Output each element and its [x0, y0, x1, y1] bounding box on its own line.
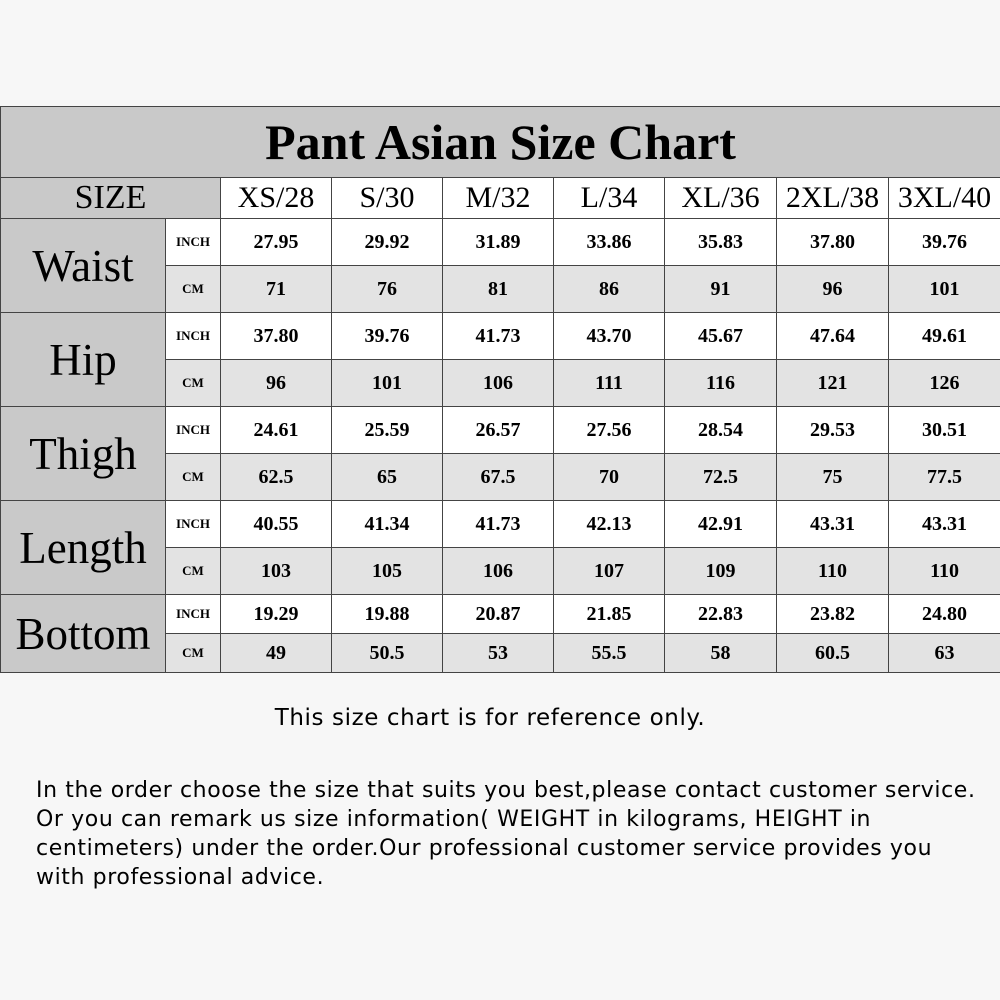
unit-label: CM — [166, 266, 221, 313]
measurement-value: 49 — [221, 634, 332, 673]
size-header-cell: S/30 — [332, 178, 443, 219]
measurement-row — [1, 313, 1000, 360]
measurement-value: 121 — [777, 360, 889, 407]
measurement-value: 58 — [665, 634, 777, 673]
measurement-value: 26.57 — [443, 407, 554, 454]
measurement-name: Waist — [1, 219, 166, 313]
measurement-value: 63 — [889, 634, 1000, 673]
measurement-row — [1, 595, 1000, 634]
measurement-value: 29.53 — [777, 407, 889, 454]
measurement-value: 70 — [554, 454, 665, 501]
size-chart-table — [0, 106, 1000, 673]
size-header-cell: L/34 — [554, 178, 665, 219]
measurement-value: 28.54 — [665, 407, 777, 454]
measurement-value: 43.31 — [777, 501, 889, 548]
measurement-value: 42.13 — [554, 501, 665, 548]
measurement-value: 29.92 — [332, 219, 443, 266]
measurement-value: 53 — [443, 634, 554, 673]
size-header-cell: 2XL/38 — [777, 178, 889, 219]
order-advice: In the order choose the size that suits you best,please contact customer service. Or you can remark us size information( WEIGHT in kilograms, HEIGHT in centimeters) under the order.Our professional customer service provides you with professional advice. — [36, 778, 976, 890]
measurement-value: 20.87 — [443, 595, 554, 634]
measurement-value: 22.83 — [665, 595, 777, 634]
measurement-value: 35.83 — [665, 219, 777, 266]
measurement-value: 101 — [889, 266, 1000, 313]
measurement-value: 41.34 — [332, 501, 443, 548]
measurement-value: 96 — [221, 360, 332, 407]
measurement-value: 39.76 — [332, 313, 443, 360]
measurement-value: 24.80 — [889, 595, 1000, 634]
measurement-value: 27.56 — [554, 407, 665, 454]
measurement-name: Thigh — [1, 407, 166, 501]
measurement-value: 19.29 — [221, 595, 332, 634]
measurement-value: 27.95 — [221, 219, 332, 266]
measurement-value: 23.82 — [777, 595, 889, 634]
measurement-value: 101 — [332, 360, 443, 407]
unit-label: INCH — [166, 313, 221, 360]
measurement-value: 19.88 — [332, 595, 443, 634]
measurement-value: 103 — [221, 548, 332, 595]
size-header-cell: 3XL/40 — [889, 178, 1000, 219]
measurement-value: 105 — [332, 548, 443, 595]
measurement-value: 45.67 — [665, 313, 777, 360]
measurement-value: 109 — [665, 548, 777, 595]
measurement-value: 49.61 — [889, 313, 1000, 360]
measurement-value: 43.70 — [554, 313, 665, 360]
measurement-value: 65 — [332, 454, 443, 501]
measurement-value: 39.76 — [889, 219, 1000, 266]
measurement-value: 25.59 — [332, 407, 443, 454]
unit-label: INCH — [166, 595, 221, 634]
measurement-value: 43.31 — [889, 501, 1000, 548]
measurement-value: 110 — [889, 548, 1000, 595]
measurement-value: 21.85 — [554, 595, 665, 634]
measurement-value: 111 — [554, 360, 665, 407]
measurement-value: 40.55 — [221, 501, 332, 548]
measurement-value: 50.5 — [332, 634, 443, 673]
measurement-value: 72.5 — [665, 454, 777, 501]
measurement-value: 86 — [554, 266, 665, 313]
measurement-row — [1, 219, 1000, 266]
measurement-value: 91 — [665, 266, 777, 313]
measurement-value: 71 — [221, 266, 332, 313]
unit-label: CM — [166, 634, 221, 673]
measurement-value: 60.5 — [777, 634, 889, 673]
measurement-value: 67.5 — [443, 454, 554, 501]
measurement-value: 126 — [889, 360, 1000, 407]
measurement-value: 41.73 — [443, 501, 554, 548]
size-header-label: SIZE — [1, 178, 221, 219]
measurement-value: 77.5 — [889, 454, 1000, 501]
measurement-value: 31.89 — [443, 219, 554, 266]
measurement-value: 75 — [777, 454, 889, 501]
measurement-row — [1, 407, 1000, 454]
measurement-row — [1, 501, 1000, 548]
unit-label: CM — [166, 454, 221, 501]
unit-label: INCH — [166, 407, 221, 454]
measurement-value: 30.51 — [889, 407, 1000, 454]
measurement-value: 96 — [777, 266, 889, 313]
measurement-value: 106 — [443, 548, 554, 595]
size-header-cell: XL/36 — [665, 178, 777, 219]
measurement-value: 41.73 — [443, 313, 554, 360]
chart-title: Pant Asian Size Chart — [1, 107, 1000, 178]
unit-label: INCH — [166, 219, 221, 266]
unit-label: CM — [166, 548, 221, 595]
measurement-value: 24.61 — [221, 407, 332, 454]
unit-label: INCH — [166, 501, 221, 548]
measurement-value: 107 — [554, 548, 665, 595]
measurement-value: 81 — [443, 266, 554, 313]
measurement-value: 62.5 — [221, 454, 332, 501]
measurement-value: 76 — [332, 266, 443, 313]
measurement-value: 33.86 — [554, 219, 665, 266]
measurement-value: 37.80 — [221, 313, 332, 360]
measurement-name: Bottom — [1, 595, 166, 673]
unit-label: CM — [166, 360, 221, 407]
reference-notice: This size chart is for reference only. — [274, 705, 706, 731]
size-header-cell: XS/28 — [221, 178, 332, 219]
measurement-value: 55.5 — [554, 634, 665, 673]
size-header-cell: M/32 — [443, 178, 554, 219]
measurement-value: 47.64 — [777, 313, 889, 360]
measurement-value: 106 — [443, 360, 554, 407]
measurement-value: 37.80 — [777, 219, 889, 266]
measurement-value: 110 — [777, 548, 889, 595]
measurement-name: Length — [1, 501, 166, 595]
measurement-value: 42.91 — [665, 501, 777, 548]
measurement-value: 116 — [665, 360, 777, 407]
measurement-name: Hip — [1, 313, 166, 407]
